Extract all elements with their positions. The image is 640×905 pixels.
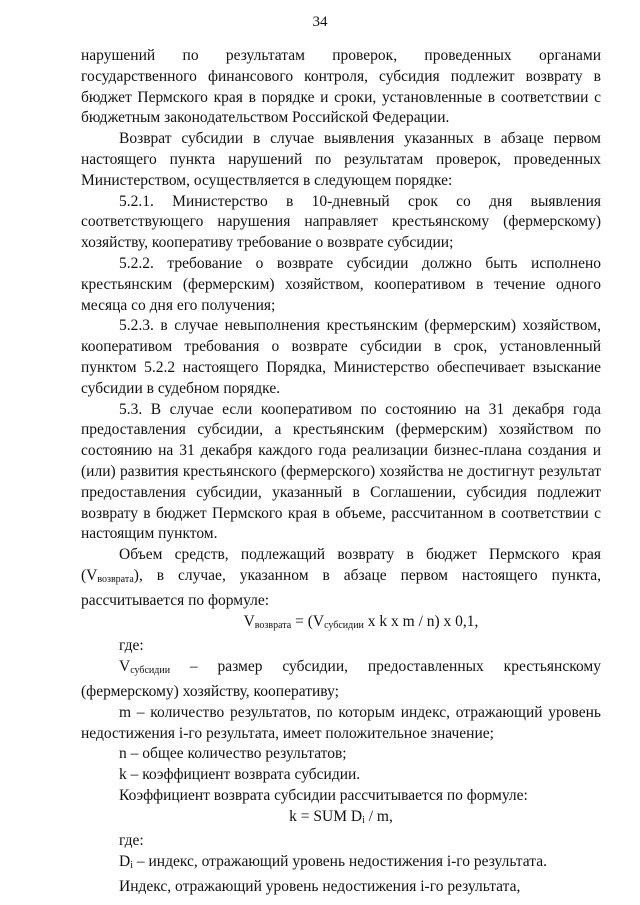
page-number: 34 [312,14,328,30]
definition-v-subsidy [81,657,601,703]
volume-text-before: Объем средств, подлежащий возврату в бюджет Пермского края (V [81,546,601,584]
definition-n: n – общее количество результатов; [119,745,347,763]
definition-m: m – количество результатов, по которым индекс, отражающий уровень недостижения i-го результата, имеет положительное значение; [81,703,601,742]
formula2-sub: i [362,814,365,826]
paragraph-return-order: Возврат субсидии в случае выявления указанных в абзаце первом настоящего пункта нарушений по результатам проверок, проведенных Министерством, осуществляется в следующем порядке: [81,130,601,189]
def-v-text: – размер субсидии, предоставленных крестьянскому (фермерскому) хозяйству, кооперативу; [81,658,601,700]
paragraph-volume [81,545,601,611]
volume-text-after: ), в случае, указанном в абзаце первом настоящего пункта, рассчитывается по формуле: [81,566,601,609]
paragraph-5-2-1: 5.2.1. Министерство в 10-дневный срок со дня выявления соответствующего нарушения направляет крестьянскому (фермерскому) хозяйству, кооперативу требование о возврате субсидии; [81,192,601,252]
paragraph-index-start: Индекс, отражающий уровень недостижения i-го результата, [119,878,521,896]
formula-return-volume [81,612,601,637]
document-body [81,46,601,898]
where-label-1: где: [119,637,144,655]
formula2-main: k = SUM D [289,807,363,825]
volume-subscript: возврата [97,573,134,585]
definition-k: k – коэффициент возврата субсидии. [119,766,361,784]
def-d-text: – индекс, отражающий уровень недостижения i-го результата. [132,853,547,871]
paragraph-5-3: 5.3. В случае если кооперативом по состоянию на 31 декабря года предоставления субсидии, а крестьянским (фермерским) хозяйством по состоянию на 31 декабря каждого года реализации бизнес-плана создания и (или) развития крестьянского (фермерского) хозяйства не достигнут результат предоставления субсидии, указанный в Соглашении, субсидия подлежит возврату в бюджет Пермского края в объеме, рассчитанном в соответствии с настоящим пунктом. [81,400,601,543]
formula1-s-sub: субсидии [324,619,364,631]
def-d-sub: i [130,860,133,872]
def-v-symbol: V [119,658,131,676]
def-v-sub: субсидии [130,665,171,677]
formula1-v: V [243,612,255,630]
def-d-symbol: D [119,853,131,871]
paragraph-5-2-2: 5.2.2. требование о возврате субсидии должно быть исполнено крестьянским (фермерским) хозяйством, кооперативом в течение одного месяца со дня его получения; [81,254,601,314]
formula1-mid: = (V [291,612,325,630]
formula1-v-sub: возврата [254,619,292,631]
formula-coefficient [81,807,601,832]
paragraph-continuation: нарушений по результатам проверок, проведенных органами государственного финансового контроля, субсидия подлежит возврату в бюджет Пермского края в порядке и сроки, установленные в соответствии с бюджетным законодательством Российской Федерации. [81,47,601,127]
definition-d [81,852,601,877]
coefficient-intro: Коэффициент возврата субсидии рассчитывается по формуле: [119,786,528,804]
where-label-2: где: [119,832,144,850]
paragraph-5-2-3: 5.2.3. в случае невыполнения крестьянским (фермерским) хозяйством, кооперативом требования о возврате субсидии в срок, установленный пунктом 5.2.2 настоящего Порядка, Министерство обеспечивает взыскание субсидии в судебном порядке. [81,317,601,397]
formula2-rest: / m, [364,807,393,825]
formula1-rest: x k x m / n) x 0,1, [363,612,479,630]
